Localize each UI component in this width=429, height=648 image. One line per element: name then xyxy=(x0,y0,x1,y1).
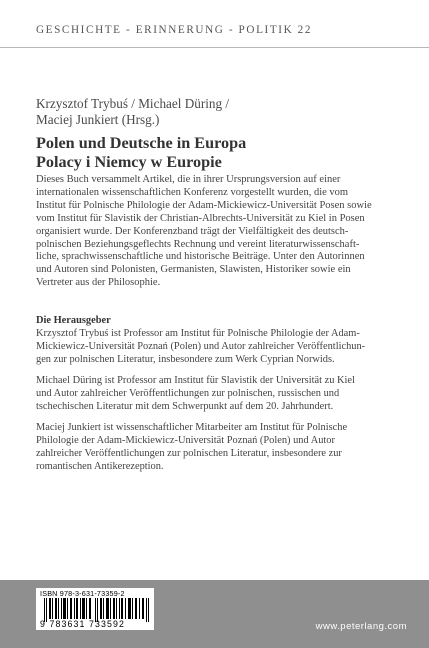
bio-line: Maciej Junkiert ist wissenschaftlicher Mitarbeiter am Institut für Polnische xyxy=(36,422,348,434)
title-polish: Polacy i Niemcy w Europie xyxy=(36,153,222,171)
description-line: liche, sprachwissenschaftliche und historische Beiträge. Unter den Autorinnen xyxy=(36,251,365,263)
book-title xyxy=(36,134,396,172)
editor-bio-trybus xyxy=(36,328,400,367)
description-line: Dieses Buch versammelt Artikel, die in ihrer Ursprungsversion auf einer xyxy=(36,174,341,185)
description-line: Vertreter aus der Philosophie. xyxy=(36,277,161,289)
editors-line-1: Krzysztof Trybuś / Michael Düring / xyxy=(36,96,230,111)
bio-line: Mickiewicz-Universität Poznań (Polen) und Autor zahlreicher Veröffentlichun- xyxy=(36,340,366,352)
description-line: internationalen wissenschaftlichen Konferenz vorgestellt wurden, die vom xyxy=(36,186,349,198)
book-description xyxy=(36,174,398,290)
bio-line: gen zur polnischen Literatur, insbesondere zum Werk Cyprian Norwids. xyxy=(36,353,335,365)
footer-band xyxy=(0,580,429,648)
title-german: Polen und Deutsche in Europa xyxy=(36,134,247,152)
description-line: vom Institut für Slavistik der Christian-Albrechts-Universität zu Kiel in Posen xyxy=(36,212,365,224)
isbn-label: ISBN 978-3-631-73359-2 xyxy=(40,589,125,598)
description-line: polnischen Beziehungsgeflechts Rechnung und vereint literaturwissenschaft- xyxy=(36,238,360,250)
bio-line: zahlreicher Veröffentlichungen zur polnischen Literatur, insbesondere zur xyxy=(36,448,342,460)
description-line: Institut für Polnische Philologie der Adam-Mickiewicz-Universität Posen sowie xyxy=(36,199,372,211)
bio-line: und Autor zahlreicher Veröffentlichungen zur polnischen, russischen und xyxy=(36,388,340,400)
header-divider xyxy=(0,47,429,48)
barcode-digits: 9 783631 733592 xyxy=(40,619,125,629)
publisher-website[interactable]: www.peterlang.com xyxy=(315,621,407,632)
editor-bio-duering xyxy=(36,375,400,414)
editors-heading: Die Herausgeber xyxy=(36,315,111,326)
series-title: GESCHICHTE - ERINNERUNG - POLITIK 22 xyxy=(36,24,313,36)
editors-byline xyxy=(36,96,286,127)
bio-line: tschechischen Literatur mit dem Schwerpunkt auf dem 20. Jahrhundert. xyxy=(36,400,334,412)
bio-line: romantischen Antikerezeption. xyxy=(36,461,164,473)
description-line: organisiert wurde. Der Konferenzband trägt der Vielfältigkeit des deutsch- xyxy=(36,225,349,237)
editors-line-2: Maciej Junkiert (Hrsg.) xyxy=(36,111,160,127)
editors-section xyxy=(36,315,400,482)
description-line: und Autoren sind Polonisten, Germanisten, Slawisten, Historiker sowie ein xyxy=(36,264,351,276)
editor-bio-junkiert xyxy=(36,422,400,474)
header-band xyxy=(0,0,429,48)
isbn-barcode-box xyxy=(36,588,154,630)
bio-line: Michael Düring ist Professor am Institut für Slavistik der Universität zu Kiel xyxy=(36,375,355,387)
bio-line: Philologie der Adam-Mickiewicz-Universität Poznań (Polen) und Autor xyxy=(36,435,335,447)
bio-line: Krzysztof Trybuś ist Professor am Institut für Polnische Philologie der Adam- xyxy=(36,327,360,339)
